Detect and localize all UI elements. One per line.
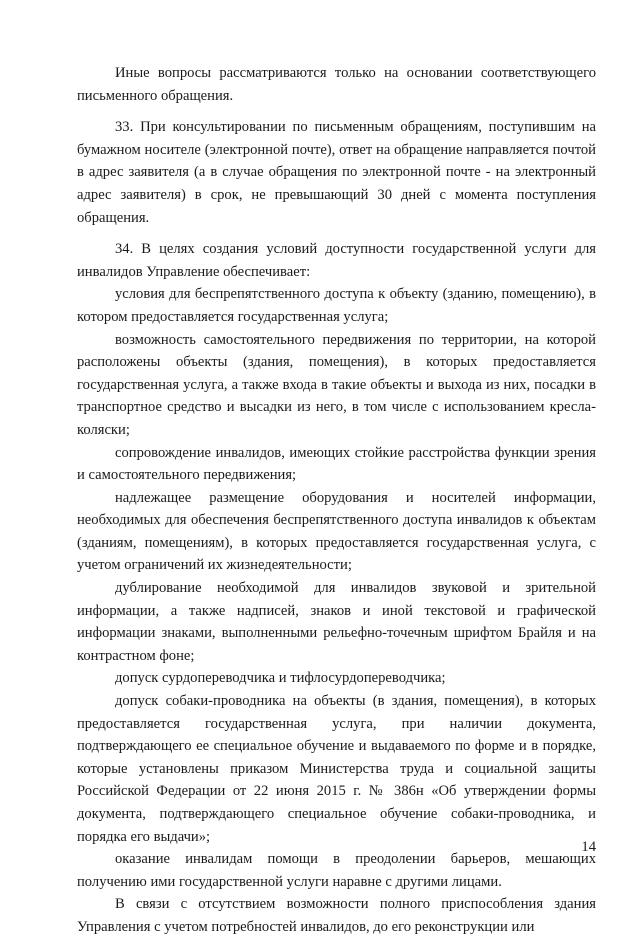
paragraph-9: допуск сурдопереводчика и тифлосурдопереводчика; xyxy=(115,670,446,687)
paragraph-1: Иные вопросы рассматриваются только на основании соответствующего письменного обращения. xyxy=(77,65,596,104)
paragraph-10: допуск собаки-проводника на объекты (в здания, помещения), в которых предоставляется государственная услуга, при наличии документа, подтверждающего ее специальное обучение и выдаваемого по форме и в порядке, которые установлены приказом Министерства труда и социальной защиты Российской Федерации от 22 июня 2015 г. № 386н «Об утверждении формы документа, подтверждающего специальное обучение собаки-проводника, и порядка его выдачи»; xyxy=(77,693,596,845)
paragraph-11: оказание инвалидам помощи в преодолении барьеров, мешающих получению ими государственной услуги наравне с другими лицами. xyxy=(77,851,596,890)
paragraph-8: дублирование необходимой для инвалидов звуковой и зрительной информации, а также надписей, знаков и иной текстовой и графической информации знаками, выполненными рельефно-точечным шрифтом Брайля и на контрастном фоне; xyxy=(77,580,596,664)
page-body xyxy=(77,62,596,939)
paragraph-12: В связи с отсутствием возможности полного приспособления здания Управления с учетом потребностей инвалидов, до его реконструкции или xyxy=(77,896,596,935)
paragraph-7: надлежащее размещение оборудования и носителей информации, необходимых для обеспечения беспрепятственного доступа инвалидов к объектам (зданиям, помещениям), в которых предоставляется государственная услуга, с учетом ограничений их жизнедеятельности; xyxy=(77,489,596,574)
paragraph-2: 33. При консультировании по письменным обращениям, поступившим на бумажном носителе (электронной почте), ответ на обращение направляется почтой в адрес заявителя (а в случае обращения по электронной почте - на электронный адрес заявителя) в срок, не превышающий 30 дней с момента поступления обращения. xyxy=(77,119,596,226)
paragraph-4: условия для беспрепятственного доступа к объекту (зданию, помещению), в котором предоставляется государственная услуга; xyxy=(77,286,596,325)
paragraph-5: возможность самостоятельного передвижения по территории, на которой расположены объекты (здания, помещения), в которых предоставляется государственная услуга, а также входа в такие объекты и выхода из них, посадки в транспортное средство и высадки из него, в том числе с использованием кресла-коляски; xyxy=(77,331,596,438)
paragraph-3: 34. В целях создания условий доступности государственной услуги для инвалидов Управление обеспечивает: xyxy=(77,241,596,280)
page-number: 14 xyxy=(581,839,596,855)
paragraph-6: сопровождение инвалидов, имеющих стойкие расстройства функции зрения и самостоятельного передвижения; xyxy=(77,444,596,484)
